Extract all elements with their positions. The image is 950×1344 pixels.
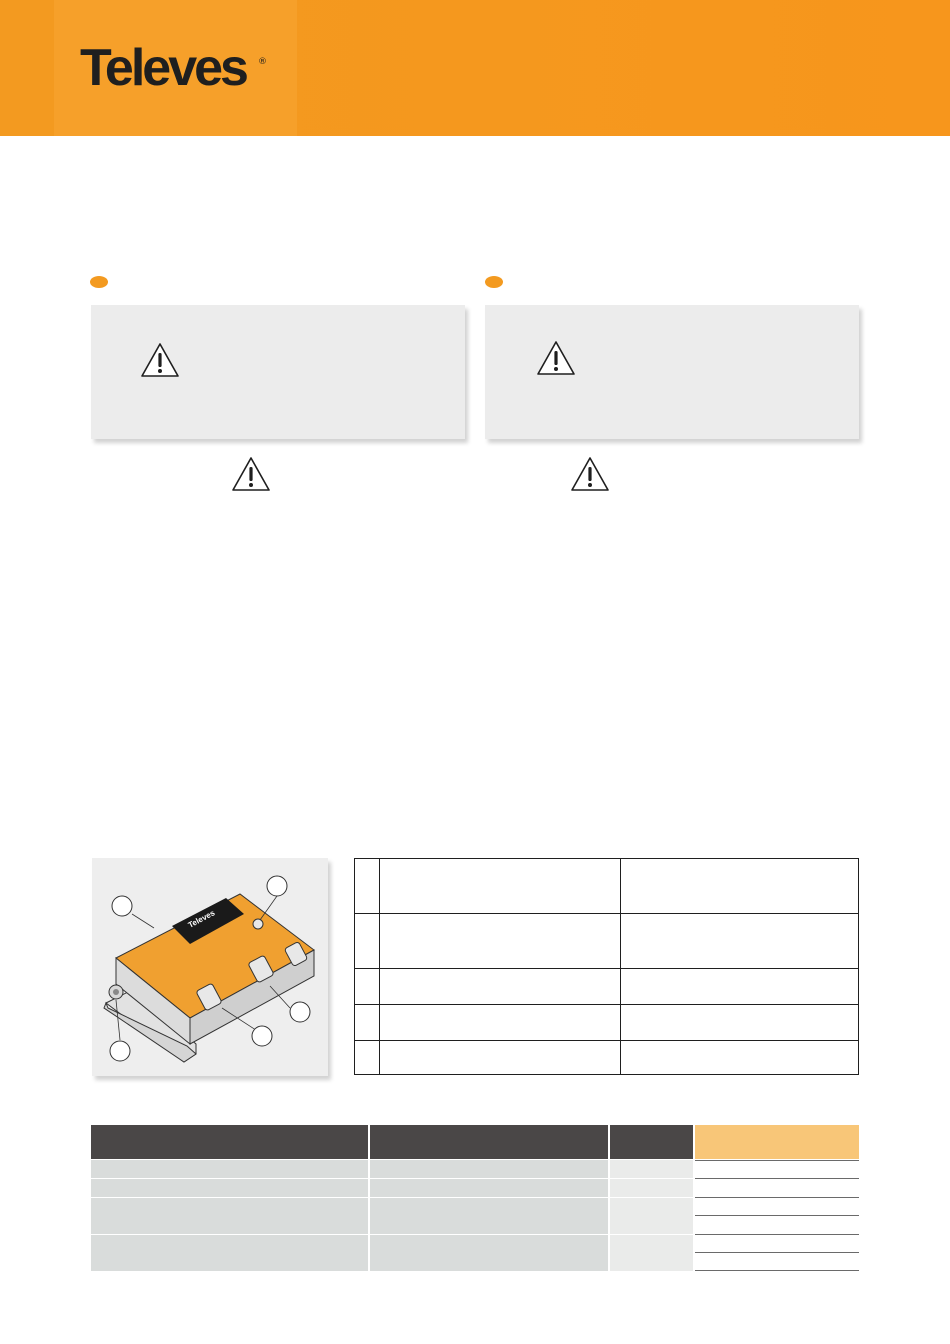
spec-header-cell: [370, 1125, 608, 1159]
spec-row: [91, 1179, 368, 1197]
spec-row: [91, 1235, 368, 1253]
spec-divider: [695, 1252, 859, 1253]
spec-row: [610, 1160, 693, 1178]
legend-row: [355, 859, 858, 914]
section-2-bullet: [485, 276, 503, 288]
spec-row: [610, 1216, 693, 1234]
device-label-brand: Televes: [186, 908, 217, 930]
device-illustration: [92, 858, 328, 1076]
section-1-bullet: [90, 276, 108, 288]
callout-circle: [110, 1041, 130, 1061]
registered-mark: ®: [258, 57, 267, 67]
legend-row: [355, 913, 858, 969]
spec-row: [610, 1253, 693, 1271]
spec-divider: [695, 1178, 859, 1179]
spec-row: [370, 1179, 608, 1197]
spec-header-cell: [695, 1125, 859, 1159]
warning-triangle-icon: [570, 456, 610, 492]
spec-divider: [695, 1215, 859, 1216]
device-photo: [92, 858, 328, 1076]
spec-divider: [695, 1160, 859, 1161]
legend-table: [354, 858, 859, 1075]
legend-row: [355, 968, 858, 1005]
note-box-left: [91, 305, 465, 439]
spec-row: [610, 1179, 693, 1197]
warning-triangle-icon: [140, 342, 180, 378]
spec-row: [91, 1216, 368, 1234]
callout-circle: [290, 1002, 310, 1022]
spec-row: [370, 1216, 608, 1234]
spec-divider: [695, 1234, 859, 1235]
warning-triangle-icon: [231, 456, 271, 492]
brand-logo: Televes: [80, 39, 246, 97]
spec-divider: [695, 1270, 859, 1271]
spec-header-cell: [91, 1125, 368, 1159]
legend-row: [355, 1004, 858, 1041]
spec-row: [91, 1160, 368, 1178]
warning-triangle-icon: [536, 340, 576, 376]
callout-circle: [252, 1026, 272, 1046]
callout-circle: [112, 896, 132, 916]
legend-row: [355, 1040, 858, 1074]
spec-row: [370, 1235, 608, 1253]
spec-row: [370, 1160, 608, 1178]
spec-row: [370, 1253, 608, 1271]
spec-row: [91, 1198, 368, 1216]
spec-row: [610, 1235, 693, 1253]
spec-row: [91, 1253, 368, 1271]
spec-row: [610, 1198, 693, 1216]
spec-divider: [695, 1197, 859, 1198]
spec-header-cell: [610, 1125, 693, 1159]
note-box-right: [485, 305, 859, 439]
spec-row: [370, 1198, 608, 1216]
callout-circle: [267, 876, 287, 896]
